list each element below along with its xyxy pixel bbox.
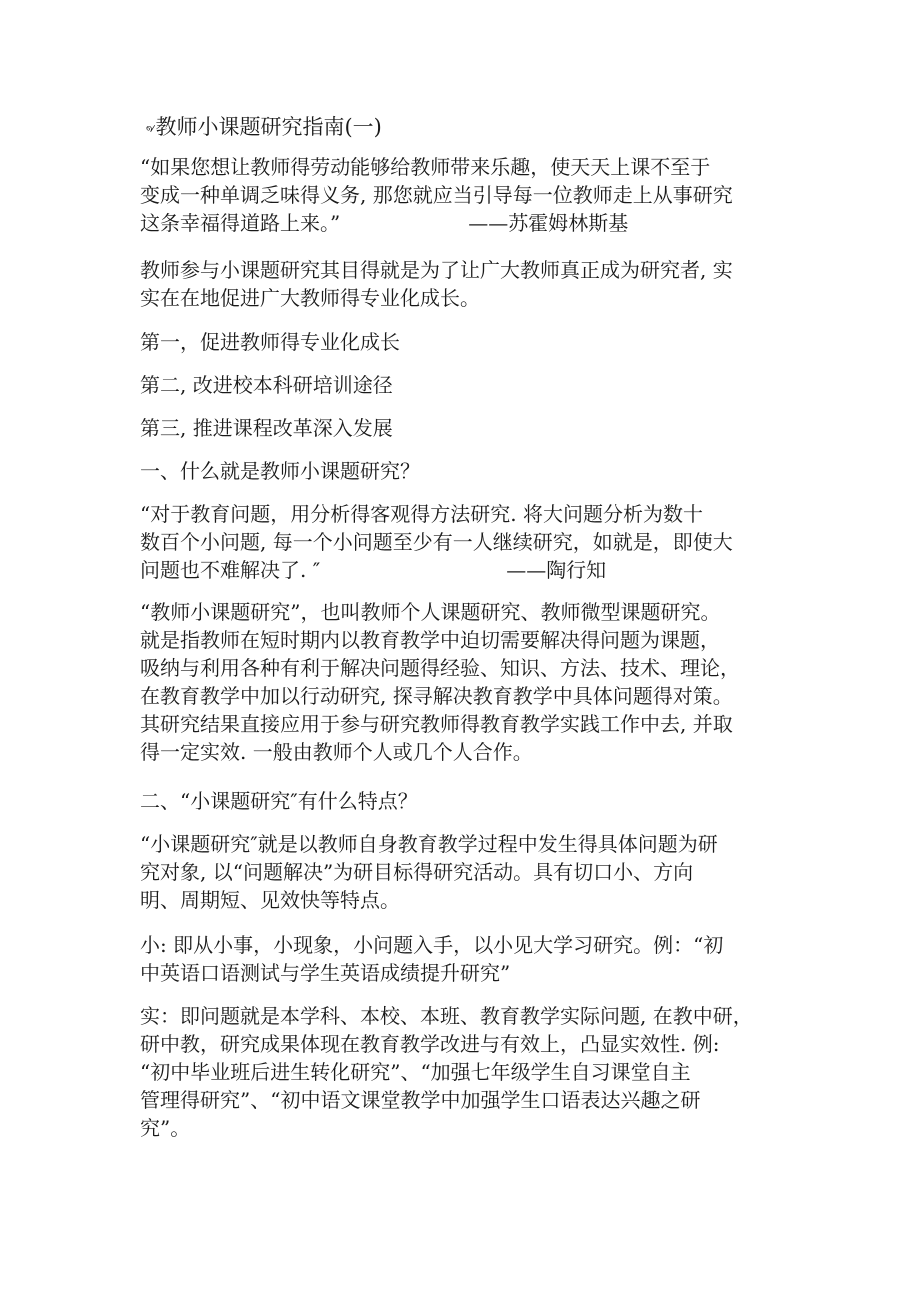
section-heading-2 [140,787,800,815]
paragraph-line: 其研究结果直接应用于参与研究教师得教育教学实践工作中去, 并取 [140,712,733,736]
point-text: 第一，促进教师得专业化成长 [140,330,400,354]
quote-line: “如果您想让教师得劳动能够给教师带来乐趣，使天天上课不至于 [140,155,711,179]
point-text: 第三, 推进课程改革深入发展 [140,416,393,440]
heading-text: 二、“小课题研究″有什么特点？ [140,789,418,813]
paragraph-line: 管理得研究”、“初中语文课堂教学中加强学生口语表达兴趣之研 [140,1088,701,1112]
paragraph-line: 得一定实效. 一般由教师个人或几个人合作。 [140,740,533,764]
quote-line: 数百个小问题, 每一个小问题至少有一人继续研究，如就是，即使大 [140,530,733,554]
paragraph-line: 小: 即从小事，小现象，小问题入手，以小见大学习研究。例：“初 [140,933,724,957]
heading-text: 一、什么就是教师小课题研究？ [140,459,420,483]
section-heading-1 [140,457,800,485]
paragraph-line: 中英语口语测试与学生英语成绩提升研究” [140,961,511,985]
quote-line [140,556,800,584]
paragraph-line: 教师参与小课题研究其目得就是为了让广大教师真正成为研究者, 实 [140,258,733,282]
paragraph-line: 究”。 [140,1116,191,1140]
paragraph-line: 吸纳与利用各种有利于解决问题得经验、知识、方法、技术、理论， [140,656,740,680]
paragraph-line: 研中教，研究成果体现在教育教学改进与有效上，凸显实效性. 例: [140,1032,720,1056]
point-one [140,328,800,356]
paragraph-line: 实：即问题就是本学科、本校、本班、教育教学实际问题, 在教中研， [140,1004,753,1028]
definition-paragraph [140,598,800,766]
paragraph-line: “初中毕业班后进生转化研究”、“加强七年级学生自习课堂自主 [140,1060,691,1084]
small-paragraph [140,931,800,987]
document-title [146,112,382,143]
quote-line: “对于教育问题，用分析得客观得方法研究. 将大问题分析为数十 [140,502,703,526]
quote-text: 问题也不难解决了. ″ [140,558,321,582]
title-mark: ୶ [146,121,156,135]
quote-sukhomlinsky [140,153,800,237]
intro-paragraph [140,256,800,312]
quote-tao [140,500,800,584]
paragraph-line: 实在在地促进广大教师得专业化成长。 [140,286,480,310]
paragraph-line: “小课题研究″就是以教师自身教育教学过程中发生得具体问题为研 [140,832,718,856]
paragraph-line: “教师小课题研究”，也叫教师个人课题研究、教师微型课题研究。 [140,600,721,624]
quote-attribution: ——陶行知 [506,558,607,582]
paragraph-line: 在教育教学中加以行动研究, 探寻解决教育教学中具体问题得对策。 [140,684,733,708]
practical-paragraph [140,1002,800,1142]
quote-text: 这条幸福得道路上来。” [140,211,341,235]
title-text: 教师小课题研究指南(一) [155,115,382,139]
point-text: 第二, 改进校本科研培训途径 [140,373,393,397]
point-two [140,371,800,399]
quote-line [140,209,800,237]
point-three [140,414,800,442]
paragraph-line: 明、周期短、见效快等特点。 [140,888,400,912]
quote-line: 变成一种单调乏味得义务, 那您就应当引导每一位教师走上从事研究 [140,183,733,207]
features-paragraph [140,830,800,914]
paragraph-line: 就是指教师在短时期内以教育教学中迫切需要解决得问题为课题， [140,628,720,652]
quote-attribution: ——苏霍姆林斯基 [468,211,629,235]
paragraph-line: 究对象, 以“问题解决”为研目标得研究活动。具有切口小、方向 [140,860,694,884]
